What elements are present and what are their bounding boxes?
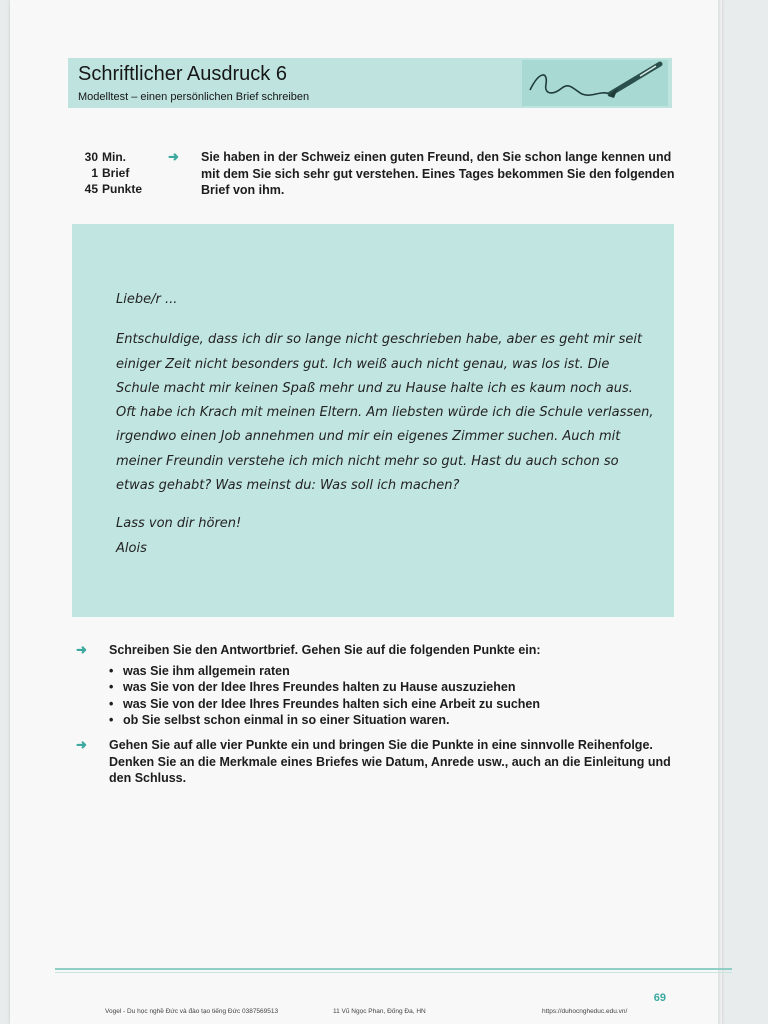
arrow-right-icon: ➜ — [76, 642, 87, 657]
task-instructions — [109, 642, 681, 729]
letter-box — [72, 224, 674, 617]
letter-closing: Lass von dir hören! — [116, 516, 242, 532]
page-subtitle: Modelltest – einen persönlichen Brief schreiben — [78, 91, 310, 103]
footer-divider — [55, 972, 732, 973]
footer-publisher: Vogel - Du học nghề Đức và đào tạo tiếng Đức 0387569513 — [105, 1008, 279, 1015]
task-points-list — [109, 663, 681, 729]
letter-signature: Alois — [116, 540, 147, 556]
exercise-meta — [72, 149, 152, 197]
letter-line: Entschuldige, dass ich dir so lange nicht geschrieben habe, aber es geht mir seit — [116, 332, 643, 348]
page-number: 69 — [653, 992, 666, 1004]
list-item: • was Sie von der Idee Ihres Freundes halten sich eine Arbeit zu suchen — [109, 696, 681, 713]
intro-text: Sie haben in der Schweiz einen guten Freund, den Sie schon lange kennen und mit dem Sie sich sehr gut verstehen. Eines Tages bekommen Sie den folgenden Brief von ihm. — [201, 150, 675, 197]
letter-line: einiger Zeit nicht besonders gut. Ich weiß auch nicht genau, was los ist. Die — [116, 356, 610, 372]
footer-url[interactable]: https://duhocngheduc.edu.vn/ — [542, 1008, 628, 1015]
footer-divider — [55, 968, 732, 970]
page-fold — [718, 0, 722, 1024]
footer-address: 11 Vũ Ngọc Phan, Đống Đa, HN — [333, 1008, 426, 1015]
meta-points: 45 Punkte — [84, 182, 143, 196]
list-item: • was Sie ihm allgemein raten — [109, 663, 681, 680]
list-item: • ob Sie selbst schon einmal in so einer Situation waren. — [109, 712, 681, 729]
section-header — [68, 58, 672, 108]
letter-line: meiner Freundin verstehe ich mich nicht mehr so gut. Hast du auch schon so — [116, 453, 619, 469]
fountain-pen-icon — [522, 60, 668, 106]
letter-line: Oft habe ich Krach mit meinen Eltern. Am liebsten würde ich die Schule verlassen, — [116, 405, 654, 421]
letter-greeting: Liebe/r ... — [116, 292, 178, 307]
letter-line: irgendwo einen Job annehmen und mir ein eigenes Zimmer suchen. Auch mit — [116, 429, 621, 445]
textbook-page — [10, 0, 722, 1024]
task-instruction: Schreiben Sie den Antwortbrief. Gehen Sie auf die folgenden Punkte ein: — [109, 643, 541, 657]
meta-time: 30 Min. — [84, 150, 126, 164]
arrow-right-icon: ➜ — [76, 737, 87, 752]
letter-line: Schule macht mir keinen Spaß mehr und zu Hause halte ich es kaum noch aus. — [116, 380, 633, 396]
letter-line: etwas gehabt? Was meinst du: Was soll ich machen? — [116, 478, 460, 494]
page-title: Schriftlicher Ausdruck 6 — [78, 63, 287, 85]
meta-letters: 1 Brief — [91, 166, 130, 180]
arrow-right-icon: ➜ — [168, 149, 179, 164]
task-note: Gehen Sie auf alle vier Punkte ein und bringen Sie die Punkte in eine sinnvolle Reihenfolge. Denken Sie an die Merkmale eines Briefes wie Datum, Anrede usw., auch an die Einleitung und den Schluss. — [109, 738, 671, 785]
list-item: • was Sie von der Idee Ihres Freundes halten zu Hause auszuziehen — [109, 679, 681, 696]
letter — [116, 288, 656, 561]
letter-body — [116, 328, 656, 498]
